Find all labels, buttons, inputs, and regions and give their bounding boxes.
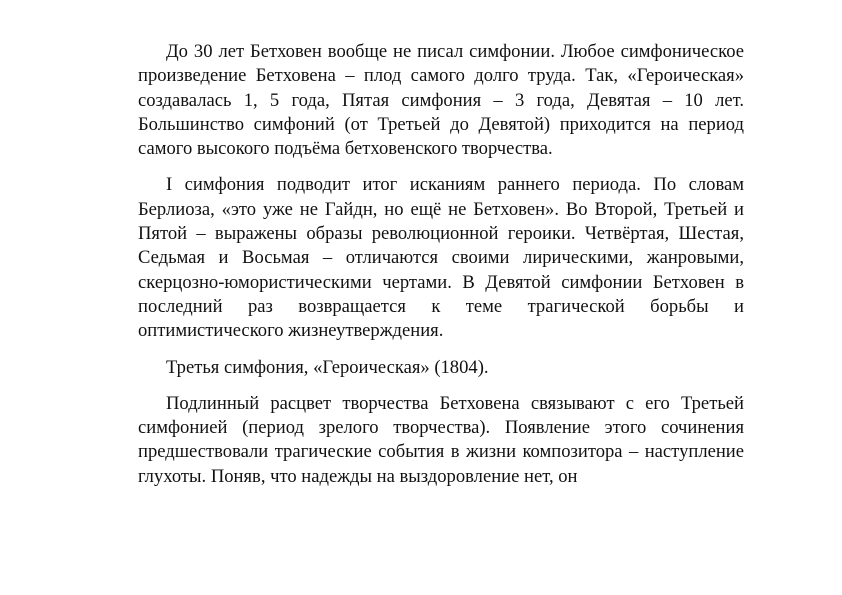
paragraph-symphony-history: До 30 лет Бетховен вообще не писал симфонии. Любое симфоническое произведение Бетховена – плод самого долго труда. Так, «Героическая» создавалась 1, 5 года, Пятая симфония – 3 года, Девятая – 10 лет. Большинство симфоний (от Третьей до Девятой) приходится на период самого высокого подъёма бетховенского творчества. <box>138 41 744 160</box>
text-body <box>138 40 744 501</box>
paragraph-third-symphony-heading: Третья симфония, «Героическая» (1804). <box>166 356 489 378</box>
paragraph-symphony-overview: I симфония подводит итог исканиям раннего периода. По словам Берлиоза, «это уже не Гайдн, но ещё не Бетховен». Во Второй, Третьей и Пятой – выражены образы революционной героики. Четвёртая, Шестая, Седьмая и Восьмая – отличаются своими лирическими, жанровыми, скерцозно-юмористическими чертами. В Девятой симфонии Бетховен в последний раз возвращается к теме трагической борьбы и оптимистического жизнеутверждения. <box>138 174 744 342</box>
paragraph-mature-period: Подлинный расцвет творчества Бетховена связывают с его Третьей симфонией (период зрелого творчества). Появление этого сочинения предшествовали трагические события в жизни композитора – наступление глухоты. Поняв, что надежды на выздоровление нет, он <box>138 392 744 487</box>
